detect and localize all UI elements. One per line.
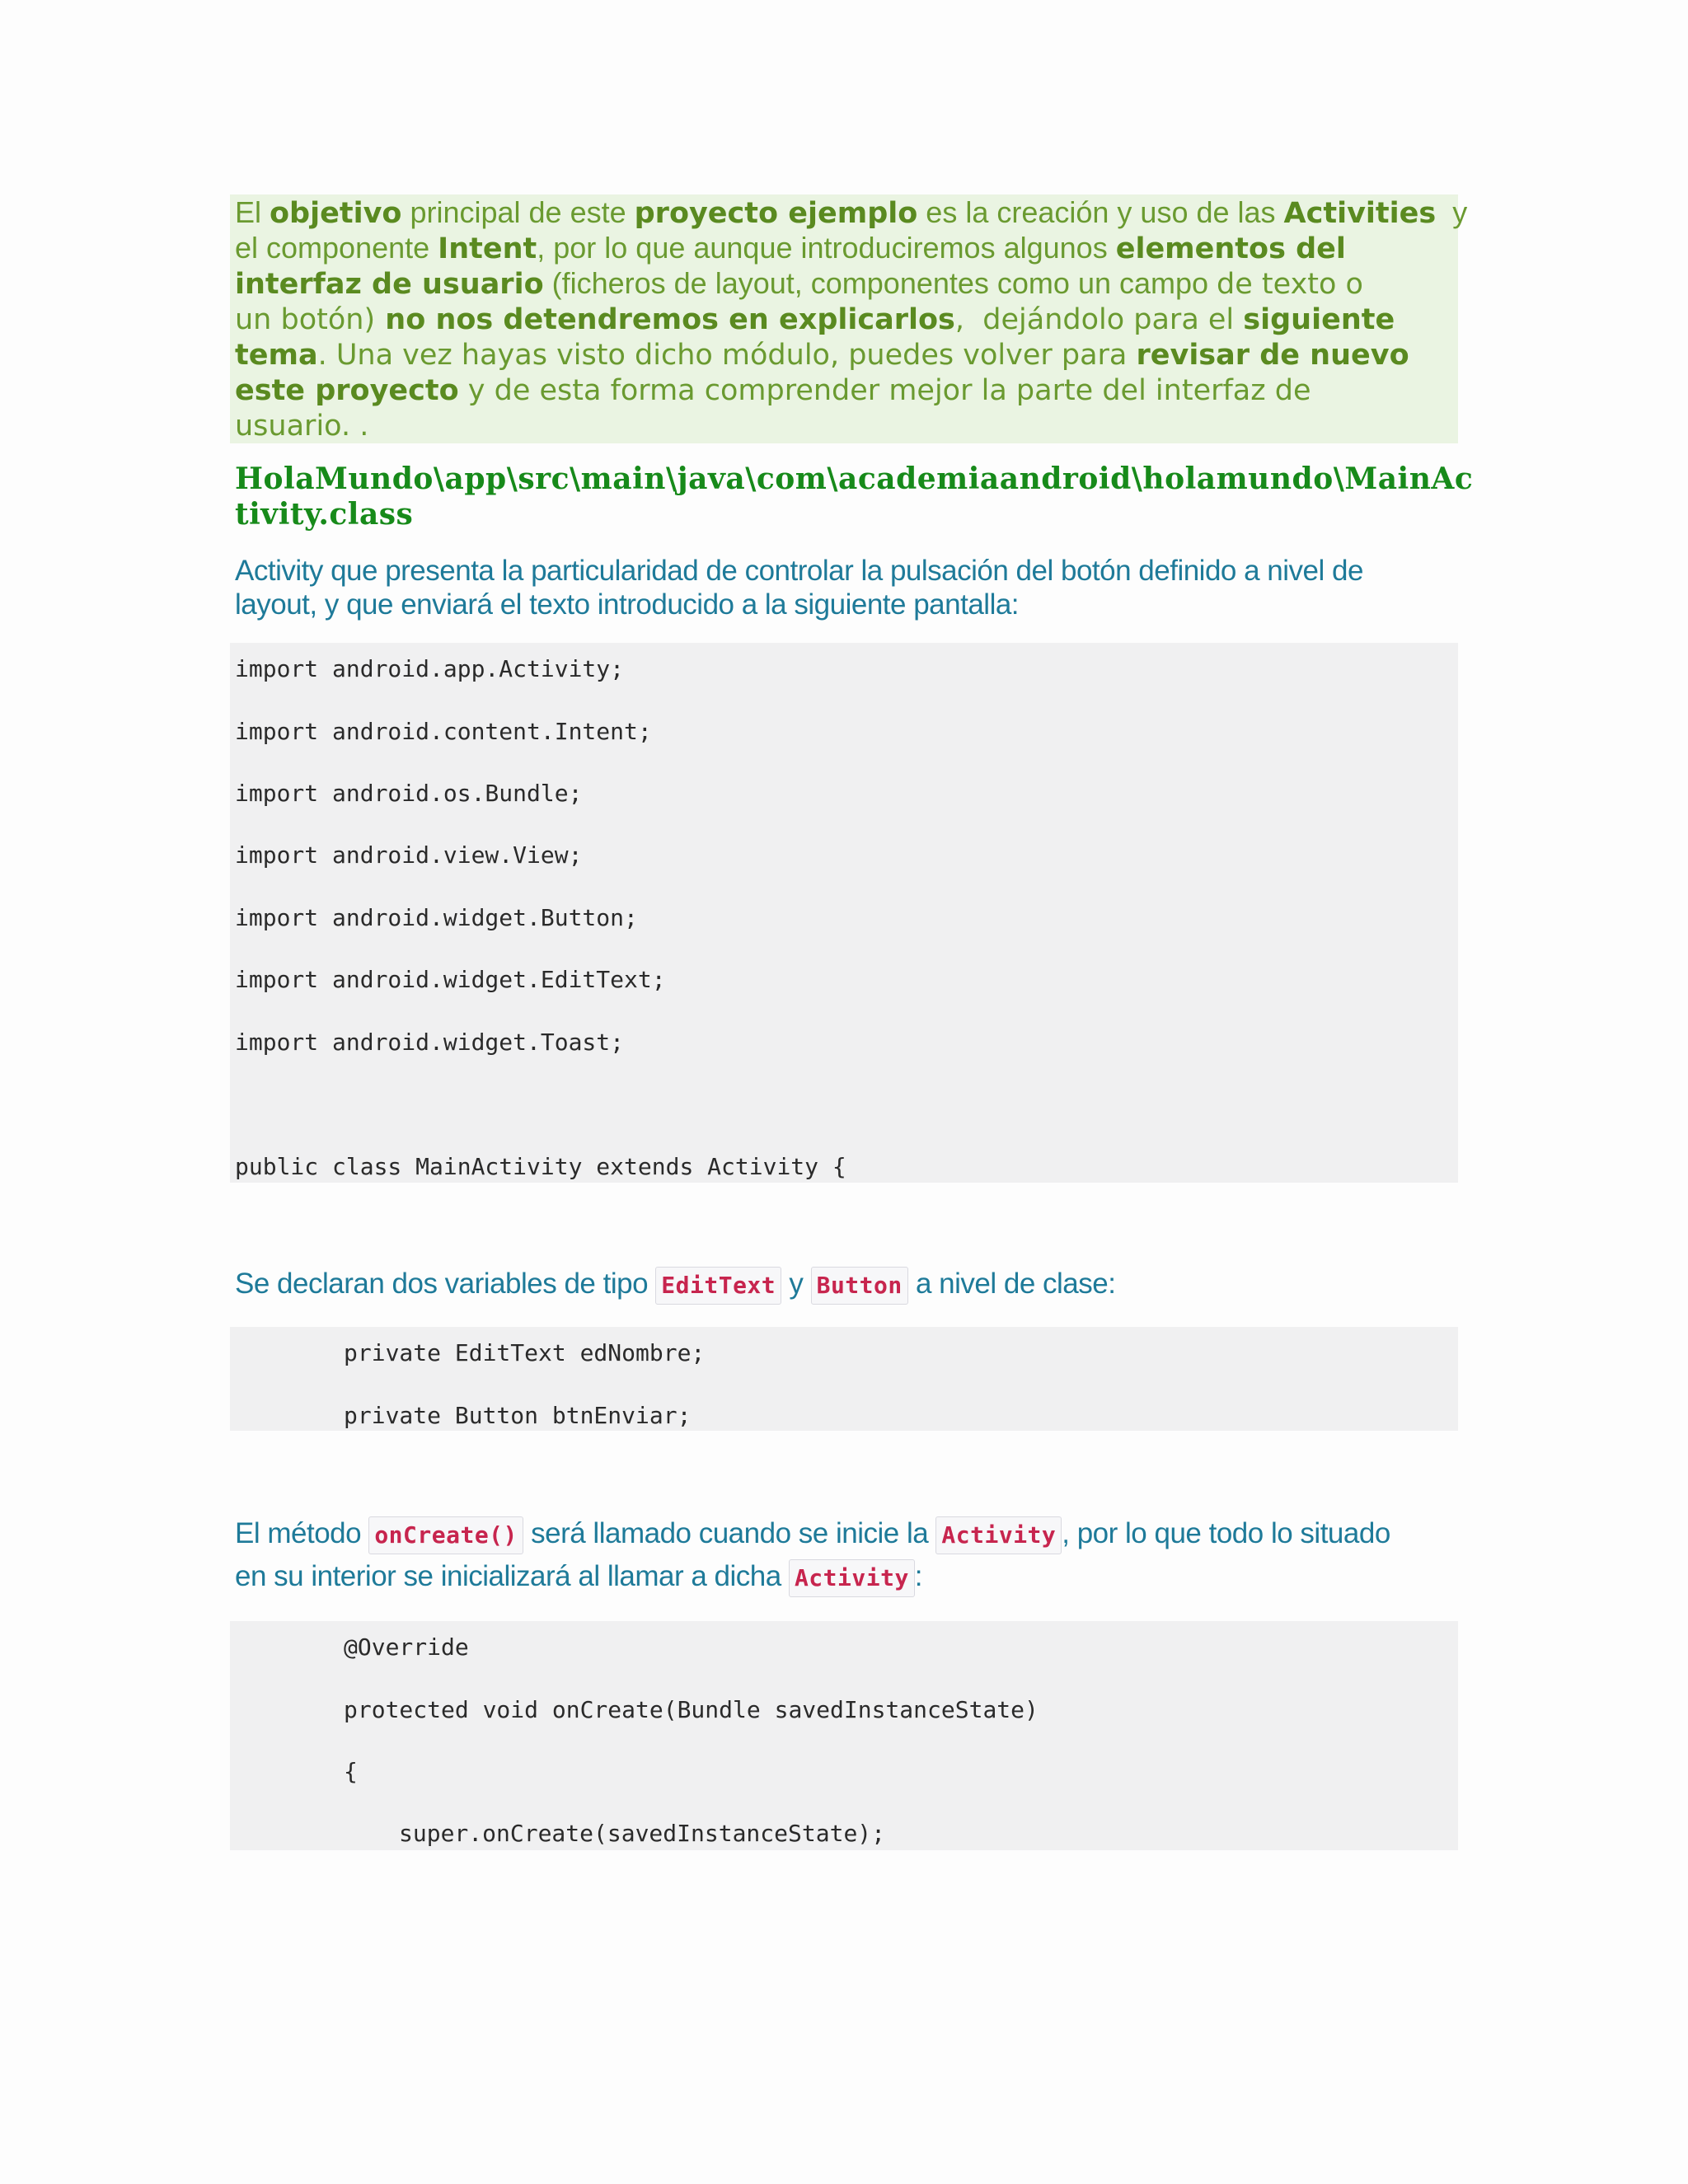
activity-description <box>235 554 1363 621</box>
code-line: super.onCreate(savedInstanceState); <box>399 1820 886 1847</box>
text: : <box>914 1560 923 1592</box>
code-line: private EditText edNombre; <box>344 1339 706 1366</box>
bold-text: Intent <box>438 232 537 265</box>
text: , por lo que todo lo situado <box>1062 1517 1390 1549</box>
text: , dejándolo para el <box>954 303 1244 336</box>
text: Se declaran dos variables de tipo <box>235 1268 656 1300</box>
text: el componente <box>235 231 438 265</box>
code-line: import android.content.Intent; <box>235 718 652 745</box>
file-path-heading <box>235 462 1474 532</box>
bold-text: objetivo <box>270 197 402 230</box>
intro-line <box>235 265 1453 301</box>
inline-code: Activity <box>935 1516 1062 1554</box>
intro-line <box>235 230 1453 265</box>
text: y <box>781 1268 811 1300</box>
description-line <box>235 1512 1390 1555</box>
text: en su interior se inicializará al llamar a dicha <box>235 1560 789 1592</box>
code-line: public class MainActivity extends Activity { <box>235 1153 846 1180</box>
bold-text: no nos detendremos en explicarlos <box>375 303 955 336</box>
inline-code: EditText <box>655 1267 781 1305</box>
description-line: Activity que presenta la particularidad de controlar la pulsación del botón definido a nivel de <box>235 555 1363 587</box>
text: . Una vez hayas visto dicho módulo, puedes volver para <box>317 339 1137 372</box>
text: y de esta forma comprender mejor la parte del interfaz de <box>458 374 1311 407</box>
code-block-oncreate <box>230 1621 1458 1850</box>
intro-line <box>235 194 1468 230</box>
variables-description <box>235 1264 1115 1305</box>
text: El método <box>235 1517 369 1549</box>
code-line: import android.app.Activity; <box>235 655 625 682</box>
inline-code: onCreate() <box>368 1516 523 1554</box>
intro-line <box>235 407 1453 443</box>
text: principal de este <box>401 195 635 229</box>
text: y <box>1436 195 1468 229</box>
bold-text: elementos del <box>1115 232 1346 265</box>
intro-line <box>235 301 1453 336</box>
text: usuario. . <box>235 410 369 443</box>
code-line: import android.widget.Toast; <box>235 1029 625 1056</box>
text: (ficheros de layout, componentes como un campo <box>543 266 1217 300</box>
bold-text: tema <box>235 339 318 372</box>
bold-text: siguiente <box>1243 303 1395 336</box>
oncreate-description <box>235 1512 1390 1598</box>
text: será llamado cuando se inicie la <box>523 1517 936 1549</box>
text: es la creación y uso de las <box>917 195 1284 229</box>
intro-paragraph <box>230 194 1468 443</box>
file-path-line: tivity.class <box>235 497 414 532</box>
code-line: import android.view.View; <box>235 841 583 869</box>
text: , por lo que aunque introduciremos algunos <box>537 231 1116 265</box>
code-line: import android.widget.Button; <box>235 904 638 931</box>
bold-text: interfaz de usuario <box>235 268 544 301</box>
intro-line <box>235 336 1453 372</box>
code-line: @Override <box>344 1633 469 1661</box>
code-block-variables <box>230 1327 1458 1431</box>
text: El <box>235 195 270 229</box>
file-path-line: HolaMundo\app\src\main\java\com\academiaandroid\holamundo\MainAc <box>235 462 1474 496</box>
description-line: layout, y que enviará el texto introducido a la siguiente pantalla: <box>235 588 1020 621</box>
code-block-imports <box>230 643 1458 1183</box>
bold-text: Activities <box>1283 197 1437 230</box>
text: a nivel de clase: <box>907 1268 1116 1300</box>
text: un botón) <box>235 303 376 336</box>
code-line: private Button btnEnviar; <box>344 1402 692 1429</box>
inline-code: Activity <box>789 1559 915 1597</box>
bold-text: revisar de nuevo <box>1136 339 1409 372</box>
intro-line <box>235 372 1453 407</box>
inline-code: Button <box>811 1267 908 1305</box>
description-line <box>235 1555 1390 1598</box>
bold-text: este proyecto <box>235 374 459 407</box>
code-line: import android.os.Bundle; <box>235 780 583 807</box>
code-line: protected void onCreate(Bundle savedInstanceState) <box>344 1696 1039 1723</box>
code-line: import android.widget.EditText; <box>235 966 666 993</box>
text: de texto o <box>1217 268 1363 301</box>
code-line: { <box>344 1758 358 1785</box>
bold-text: proyecto ejemplo <box>634 197 918 230</box>
